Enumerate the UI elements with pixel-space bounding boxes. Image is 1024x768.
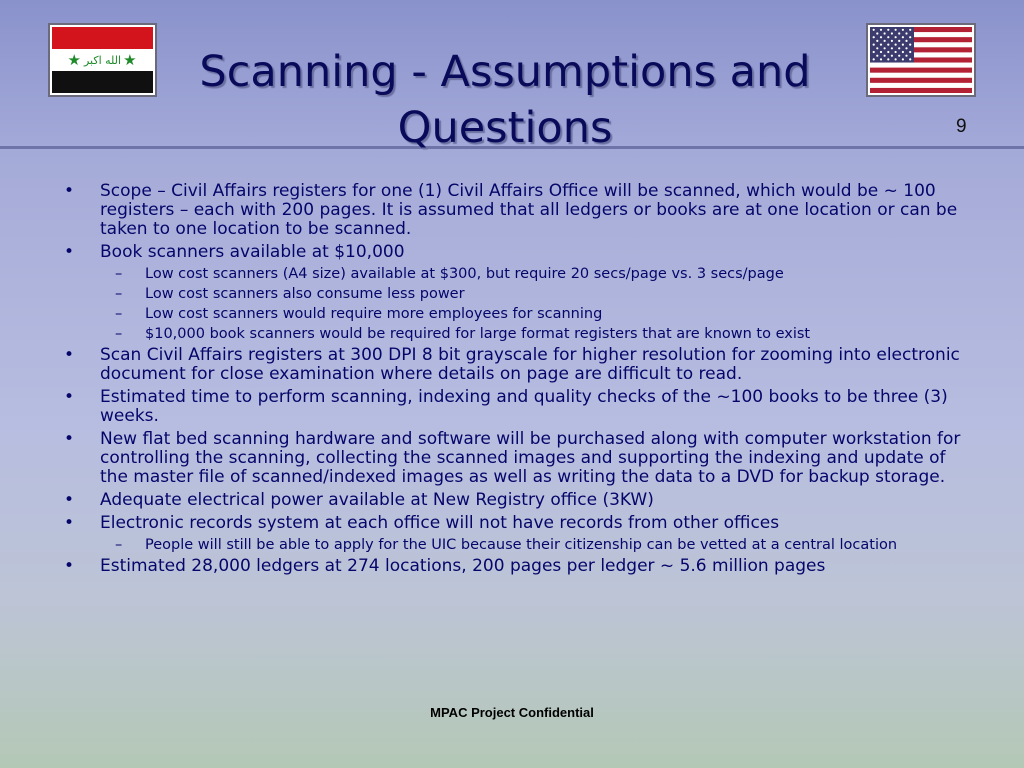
bullet-list — [60, 182, 965, 580]
bullet-text: Low cost scanners also consume less power — [145, 286, 465, 302]
slide-title: Scanning - Assumptions and Questions — [199, 47, 811, 153]
bullet-text: Scan Civil Affairs registers at 300 DPI 8 bit grayscale for higher resolution for zooming into electronic document for close examination where details on page are difficult to read. — [100, 345, 960, 384]
confidential-footer: MPAC Project Confidential — [430, 705, 594, 720]
bullet-text: Low cost scanners (A4 size) available at $300, but require 20 secs/page vs. 3 secs/page — [145, 266, 784, 282]
bullet-item — [60, 346, 965, 384]
bullet-marker: • — [64, 387, 75, 407]
bullet-item — [60, 243, 965, 262]
bullet-text: New flat bed scanning hardware and software will be purchased along with computer workstation for controlling the scanning, collecting the scanned images and supporting the indexing and update of the master file of scanned/indexed images as well as writing the data to a DVD for backup storage. — [100, 429, 961, 487]
takbir-inscription: الله اكبر — [83, 53, 122, 67]
bullet-text: Electronic records system at each office will not have records from other offices — [100, 513, 780, 533]
sub-bullet-item — [60, 306, 965, 322]
bullet-marker: • — [64, 429, 75, 449]
bullet-marker: • — [64, 513, 75, 533]
star-icon: ★ — [67, 51, 82, 69]
bullet-item — [60, 514, 965, 533]
bullet-marker: • — [64, 490, 75, 510]
dash-marker: – — [115, 537, 123, 553]
sub-bullet-item — [60, 537, 965, 553]
slide-number: 9 — [956, 116, 967, 137]
dash-marker: – — [115, 266, 123, 282]
sub-bullet-item — [60, 326, 965, 342]
bullet-text: Scope – Civil Affairs registers for one (1) Civil Affairs Office will be scanned, which would be ~ 100 registers – each with 200 pages. It is assumed that all ledgers or books are at one location or can be taken to one location to be scanned. — [100, 181, 958, 239]
dash-marker: – — [115, 286, 123, 302]
bullet-text: Estimated time to perform scanning, indexing and quality checks of the ~100 books to be three (3) weeks. — [100, 387, 948, 426]
bullet-item — [60, 388, 965, 426]
bullet-marker: • — [64, 556, 75, 576]
dash-marker: – — [115, 306, 123, 322]
bullet-marker: • — [64, 242, 75, 262]
bullet-item — [60, 430, 965, 487]
bullet-item — [60, 557, 965, 576]
sub-bullet-item — [60, 266, 965, 282]
bullet-text: People will still be able to apply for the UIC because their citizenship can be vetted at a central location — [145, 537, 898, 553]
bullet-item — [60, 182, 965, 239]
bullet-text: Low cost scanners would require more employees for scanning — [145, 306, 603, 322]
bullet-item — [60, 491, 965, 510]
iraq-flag-black-stripe — [52, 71, 153, 93]
iraq-flag-red-stripe — [52, 27, 153, 49]
bullet-text: Book scanners available at $10,000 — [100, 242, 405, 262]
bullet-marker: • — [64, 181, 75, 201]
iraq-flag-inscription — [52, 49, 153, 71]
bullet-text: Estimated 28,000 ledgers at 274 locations, 200 pages per ledger ~ 5.6 million pages — [100, 556, 826, 576]
usa-flag-icon — [866, 23, 976, 97]
star-icon: ★ — [123, 51, 138, 69]
bullet-text: Adequate electrical power available at New Registry office (3KW) — [100, 490, 654, 510]
iraq-flag-icon — [48, 23, 157, 97]
usa-flag-graphic — [870, 27, 972, 93]
bullet-marker: • — [64, 345, 75, 365]
sub-bullet-item — [60, 286, 965, 302]
dash-marker: – — [115, 326, 123, 342]
bullet-text: $10,000 book scanners would be required for large format registers that are known to exist — [145, 326, 811, 342]
